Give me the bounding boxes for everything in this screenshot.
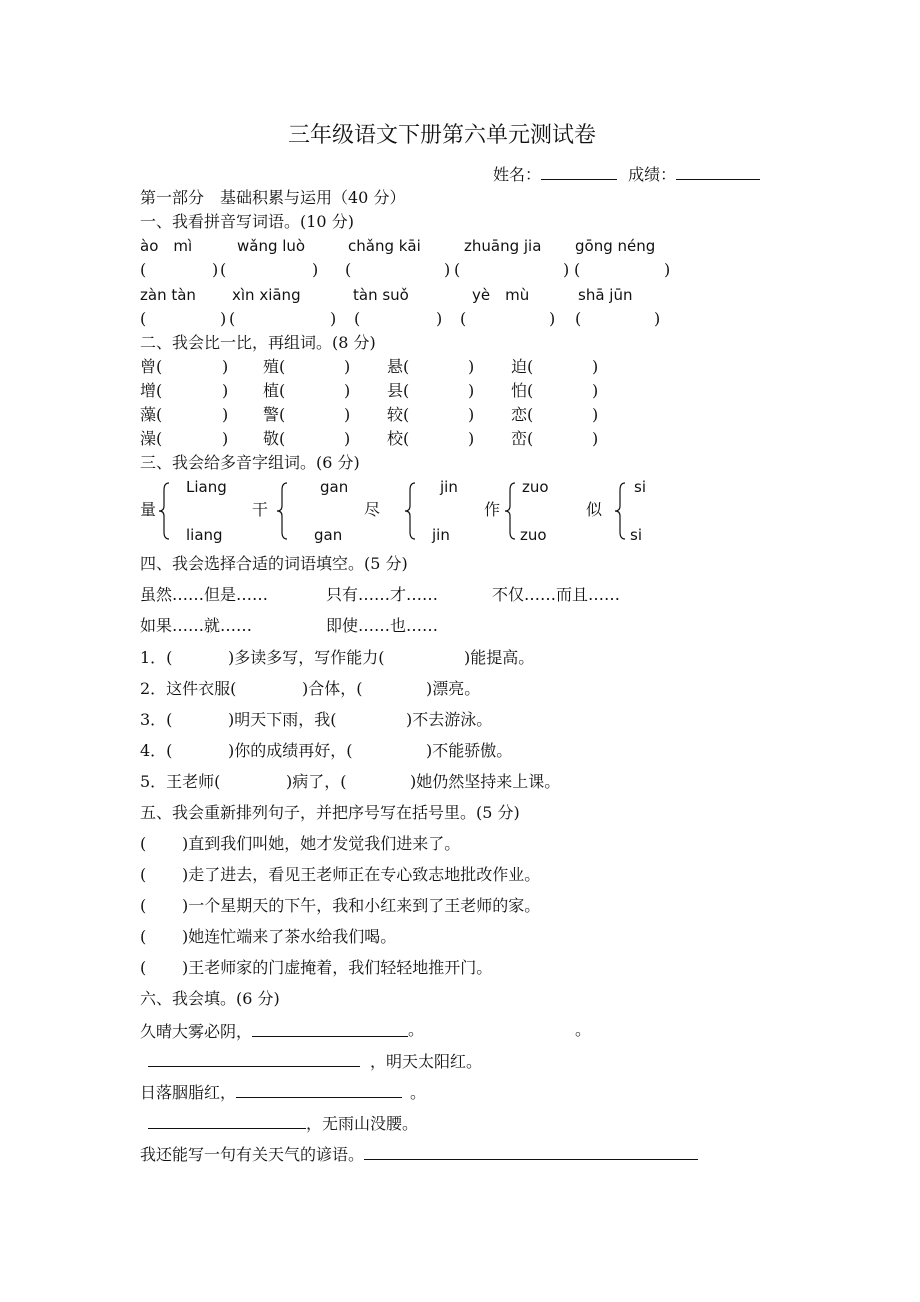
compare-char: 增(: [140, 381, 163, 400]
brace-icon: [158, 482, 170, 540]
name-score-line: [493, 163, 760, 185]
pinyin-item: shā jūn: [578, 286, 633, 304]
word-option: 虽然……但是……: [140, 585, 269, 604]
paren-close: ): [592, 405, 599, 424]
proverb-dot: 。: [408, 1020, 425, 1039]
fill-question: 5．王老师(: [140, 772, 221, 791]
answer-paren-close: ): [549, 309, 556, 328]
proverb-blank[interactable]: [148, 1112, 306, 1129]
fill-question: 3．(: [140, 710, 173, 729]
compare-char: 迫(: [511, 357, 534, 376]
section-2-heading: 二、我会比一比，再组词。(8 分): [140, 333, 376, 352]
part-heading: 第一部分 基础积累与运用（40 分）: [140, 188, 406, 207]
polyphone-top: gan: [320, 478, 349, 496]
polyphone-char: 作: [484, 500, 501, 519]
paren-close: ): [344, 405, 351, 424]
proverb-line: [140, 1081, 426, 1103]
paren-close: ): [592, 429, 599, 448]
proverb-text: 日落胭脂红，: [140, 1083, 237, 1102]
proverb-line: [140, 1143, 698, 1165]
order-sentence: )王老师家的门虚掩着，我们轻轻地推开门。: [182, 958, 493, 977]
compare-char: 校(: [387, 429, 410, 448]
fill-question-mid: )你的成绩再好，(: [228, 741, 353, 760]
polyphone-char: 干: [252, 500, 269, 519]
compare-char: 恋(: [511, 405, 534, 424]
pinyin-item: yè mù: [472, 286, 530, 304]
word-option: 如果……就……: [140, 616, 253, 635]
proverb-blank[interactable]: [236, 1081, 402, 1098]
section-6-heading: 六、我会填。(6 分): [140, 989, 280, 1008]
name-label: 姓名：: [493, 165, 542, 184]
paren-close: ): [592, 381, 599, 400]
compare-char: 曾(: [140, 357, 163, 376]
pinyin-item: ào mì: [140, 237, 193, 255]
compare-char: 澡(: [140, 429, 163, 448]
proverb-blank[interactable]: [364, 1143, 698, 1160]
name-field[interactable]: [541, 163, 617, 180]
polyphone-top: jin: [440, 478, 458, 496]
answer-paren-open[interactable]: (: [229, 309, 236, 328]
fill-question-end: )不能骄傲。: [426, 741, 513, 760]
paren-close: ): [222, 381, 229, 400]
polyphone-top: si: [634, 478, 646, 496]
paren-close: ): [468, 405, 475, 424]
word-option: 即使……也……: [326, 616, 439, 635]
proverb-blank[interactable]: [148, 1050, 360, 1067]
page-title: 三年级语文下册第六单元测试卷: [288, 123, 597, 148]
answer-paren-open[interactable]: (: [140, 309, 147, 328]
polyphone-bottom: si: [630, 526, 642, 544]
paren-close: ): [222, 405, 229, 424]
fill-question-end: )能提高。: [464, 648, 535, 667]
pinyin-item: xìn xiāng: [232, 286, 301, 304]
paren-close: ): [222, 357, 229, 376]
fill-question: 4．(: [140, 741, 173, 760]
polyphone-bottom: liang: [186, 526, 223, 544]
pinyin-item: tàn suǒ: [353, 286, 409, 304]
proverb-text: 久晴大雾必阴，: [140, 1022, 253, 1041]
answer-paren-close: ): [563, 260, 570, 279]
word-option: 只有……才……: [326, 585, 439, 604]
pinyin-item: zhuāng jia: [464, 237, 542, 255]
answer-paren-close: ): [436, 309, 443, 328]
answer-paren-open[interactable]: (: [454, 260, 461, 279]
order-paren[interactable]: (: [140, 865, 147, 884]
order-sentence: )直到我们叫她，她才发觉我们进来了。: [182, 834, 461, 853]
brace-icon: [404, 482, 416, 540]
answer-paren-close: ): [664, 260, 671, 279]
section-3-heading: 三、我会给多音字组词。(6 分): [140, 453, 360, 472]
paren-close: ): [468, 381, 475, 400]
proverb-dot: 。: [410, 1083, 427, 1102]
pinyin-item: wǎng luò: [237, 237, 306, 255]
order-paren[interactable]: (: [140, 834, 147, 853]
score-field[interactable]: [676, 163, 760, 180]
compare-char: 县(: [387, 381, 410, 400]
section-1-heading: 一、我看拼音写词语。(10 分): [140, 212, 354, 231]
proverb-line: [148, 1112, 418, 1134]
paren-close: ): [344, 357, 351, 376]
fill-question-mid: )合体，(: [302, 679, 363, 698]
fill-question-mid: )多读多写，写作能力(: [228, 648, 385, 667]
brace-icon: [504, 482, 516, 540]
proverb-dot: 。: [575, 1020, 592, 1039]
paren-close: ): [592, 357, 599, 376]
compare-char: 怕(: [511, 381, 534, 400]
answer-paren-open[interactable]: (: [574, 260, 581, 279]
paren-close: ): [468, 357, 475, 376]
order-paren[interactable]: (: [140, 958, 147, 977]
order-sentence: )她连忙端来了茶水给我们喝。: [182, 927, 397, 946]
fill-question-end: )漂亮。: [426, 679, 481, 698]
polyphone-top: Liang: [186, 478, 227, 496]
answer-paren-open[interactable]: (: [345, 260, 352, 279]
word-option: 不仅……而且……: [492, 585, 621, 604]
compare-char: 峦(: [511, 429, 534, 448]
compare-char: 殖(: [263, 357, 286, 376]
fill-question: 1．(: [140, 648, 173, 667]
answer-paren-close: ): [312, 260, 319, 279]
order-sentence: )走了进去，看见王老师正在专心致志地批改作业。: [182, 865, 541, 884]
brace-icon: [614, 482, 626, 540]
polyphone-bottom: jin: [432, 526, 450, 544]
polyphone-top: zuo: [522, 478, 549, 496]
pinyin-item: chǎng kāi: [348, 237, 421, 255]
polyphone-bottom: gan: [314, 526, 343, 544]
compare-char: 植(: [263, 381, 286, 400]
polyphone-char: 量: [140, 500, 157, 519]
pinyin-item: zàn tàn: [140, 286, 196, 304]
paren-close: ): [468, 429, 475, 448]
proverb-text: ，无雨山没腰。: [306, 1114, 419, 1133]
section-4-heading: 四、我会选择合适的词语填空。(5 分): [140, 554, 408, 573]
polyphone-bottom: zuo: [520, 526, 547, 544]
proverb-text: ，明天太阳红。: [370, 1052, 483, 1071]
answer-paren-close: ): [654, 309, 661, 328]
proverb-line: [140, 1020, 408, 1042]
proverb-text: 我还能写一句有关天气的谚语。: [140, 1145, 365, 1164]
fill-question-end: )不去游泳。: [406, 710, 493, 729]
answer-paren-open[interactable]: (: [220, 260, 227, 279]
compare-char: 警(: [263, 405, 286, 424]
proverb-blank[interactable]: [252, 1020, 408, 1037]
answer-paren-close: ): [220, 309, 227, 328]
fill-question-mid: )明天下雨，我(: [228, 710, 337, 729]
order-paren[interactable]: (: [140, 896, 147, 915]
pinyin-item: gōng néng: [575, 237, 656, 255]
answer-paren-close: ): [444, 260, 451, 279]
proverb-line: [148, 1050, 482, 1072]
paren-close: ): [222, 429, 229, 448]
section-5-heading: 五、我会重新排列句子，并把序号写在括号里。(5 分): [140, 803, 520, 822]
brace-icon: [276, 482, 288, 540]
fill-question-end: )她仍然坚持来上课。: [410, 772, 561, 791]
answer-paren-open[interactable]: (: [575, 309, 582, 328]
fill-question: 2．这件衣服(: [140, 679, 237, 698]
answer-paren-close: ): [330, 309, 337, 328]
answer-paren-open[interactable]: (: [354, 309, 361, 328]
paren-close: ): [344, 381, 351, 400]
order-sentence: )一个星期天的下午，我和小红来到了王老师的家。: [182, 896, 541, 915]
compare-char: 较(: [387, 405, 410, 424]
compare-char: 敬(: [263, 429, 286, 448]
compare-char: 藻(: [140, 405, 163, 424]
paren-close: ): [344, 429, 351, 448]
answer-paren-open[interactable]: (: [140, 260, 147, 279]
compare-char: 悬(: [387, 357, 410, 376]
answer-paren-open[interactable]: (: [460, 309, 467, 328]
polyphone-char: 尽: [364, 500, 381, 519]
polyphone-char: 似: [586, 500, 603, 519]
score-label: 成绩：: [628, 165, 677, 184]
answer-paren-close: ): [212, 260, 219, 279]
order-paren[interactable]: (: [140, 927, 147, 946]
fill-question-mid: )病了，(: [286, 772, 347, 791]
